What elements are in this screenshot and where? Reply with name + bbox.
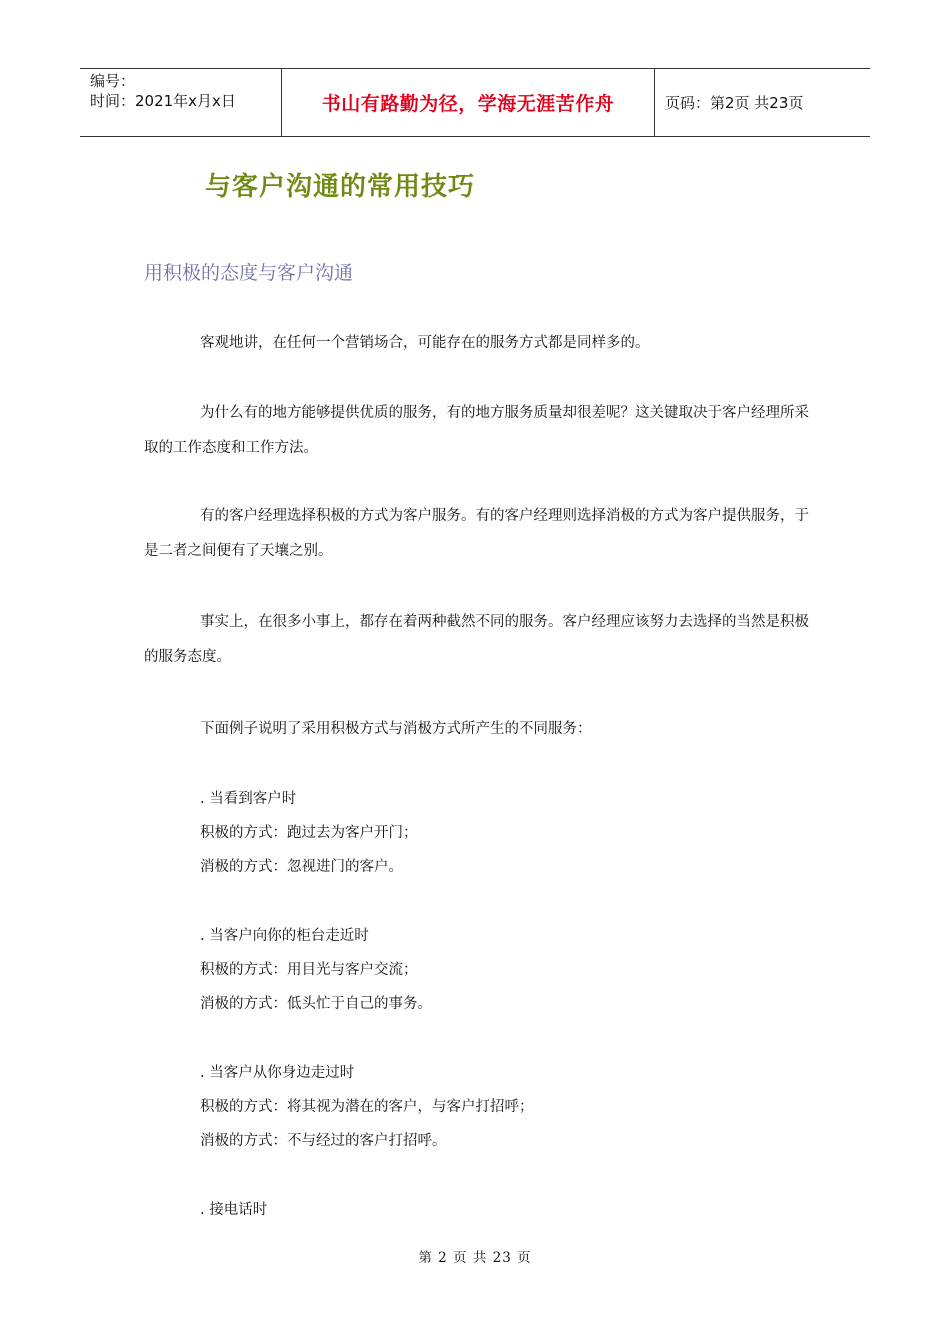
example-1-positive: 积极的方式：跑过去为客户开门； <box>200 825 418 841</box>
paragraph-3: 有的客户经理选择积极的方式为客户服务。有的客户经理则选择消极的方式为客户提供服务，于是二者之间便有了天壤之别。 <box>144 508 809 559</box>
example-3-negative: 消极的方式：不与经过的客户打招呼。 <box>200 1133 447 1149</box>
example-3-positive: 积极的方式：将其视为潜在的客户，与客户打招呼； <box>200 1099 534 1115</box>
date-label: 时间：2021年x月x日 <box>90 92 236 110</box>
example-4-situation: . 接电话时 <box>200 1202 268 1218</box>
example-2-positive: 积极的方式：用目光与客户交流； <box>200 962 418 978</box>
example-2-negative: 消极的方式：低头忙于自己的事务。 <box>200 996 432 1012</box>
example-1-situation: . 当看到客户时 <box>200 791 297 807</box>
header-motto: 书山有路勤为径，学海无涯苦作舟 <box>282 69 655 136</box>
section-heading: 用积极的态度与客户沟通 <box>144 262 354 284</box>
number-label: 编号： <box>90 72 136 90</box>
example-3-situation: . 当客户从你身边走过时 <box>200 1065 355 1081</box>
page-footer: 第 2 页 共 23 页 <box>418 1250 532 1266</box>
paragraph-1: 客观地讲，在任何一个营销场合，可能存在的服务方式都是同样多的。 <box>200 335 650 351</box>
paragraph-4: 事实上，在很多小事上，都存在着两种截然不同的服务。客户经理应该努力去选择的当然是积极的服务态度。 <box>144 614 809 665</box>
example-1-negative: 消极的方式：忽视进门的客户。 <box>200 859 403 875</box>
document-title: 与客户沟通的常用技巧 <box>205 172 476 202</box>
paragraph-2: 为什么有的地方能够提供优质的服务，有的地方服务质量却很差呢？这关键取决于客户经理所采取的工作态度和工作方法。 <box>144 405 809 456</box>
paragraph-5: 下面例子说明了采用积极方式与消极方式所产生的不同服务： <box>200 721 592 737</box>
example-2-situation: . 当客户向你的柜台走近时 <box>200 928 369 944</box>
header-page-info: 页码：第2页 共23页 <box>665 94 804 112</box>
page-header <box>80 68 870 137</box>
header-meta <box>80 69 282 136</box>
